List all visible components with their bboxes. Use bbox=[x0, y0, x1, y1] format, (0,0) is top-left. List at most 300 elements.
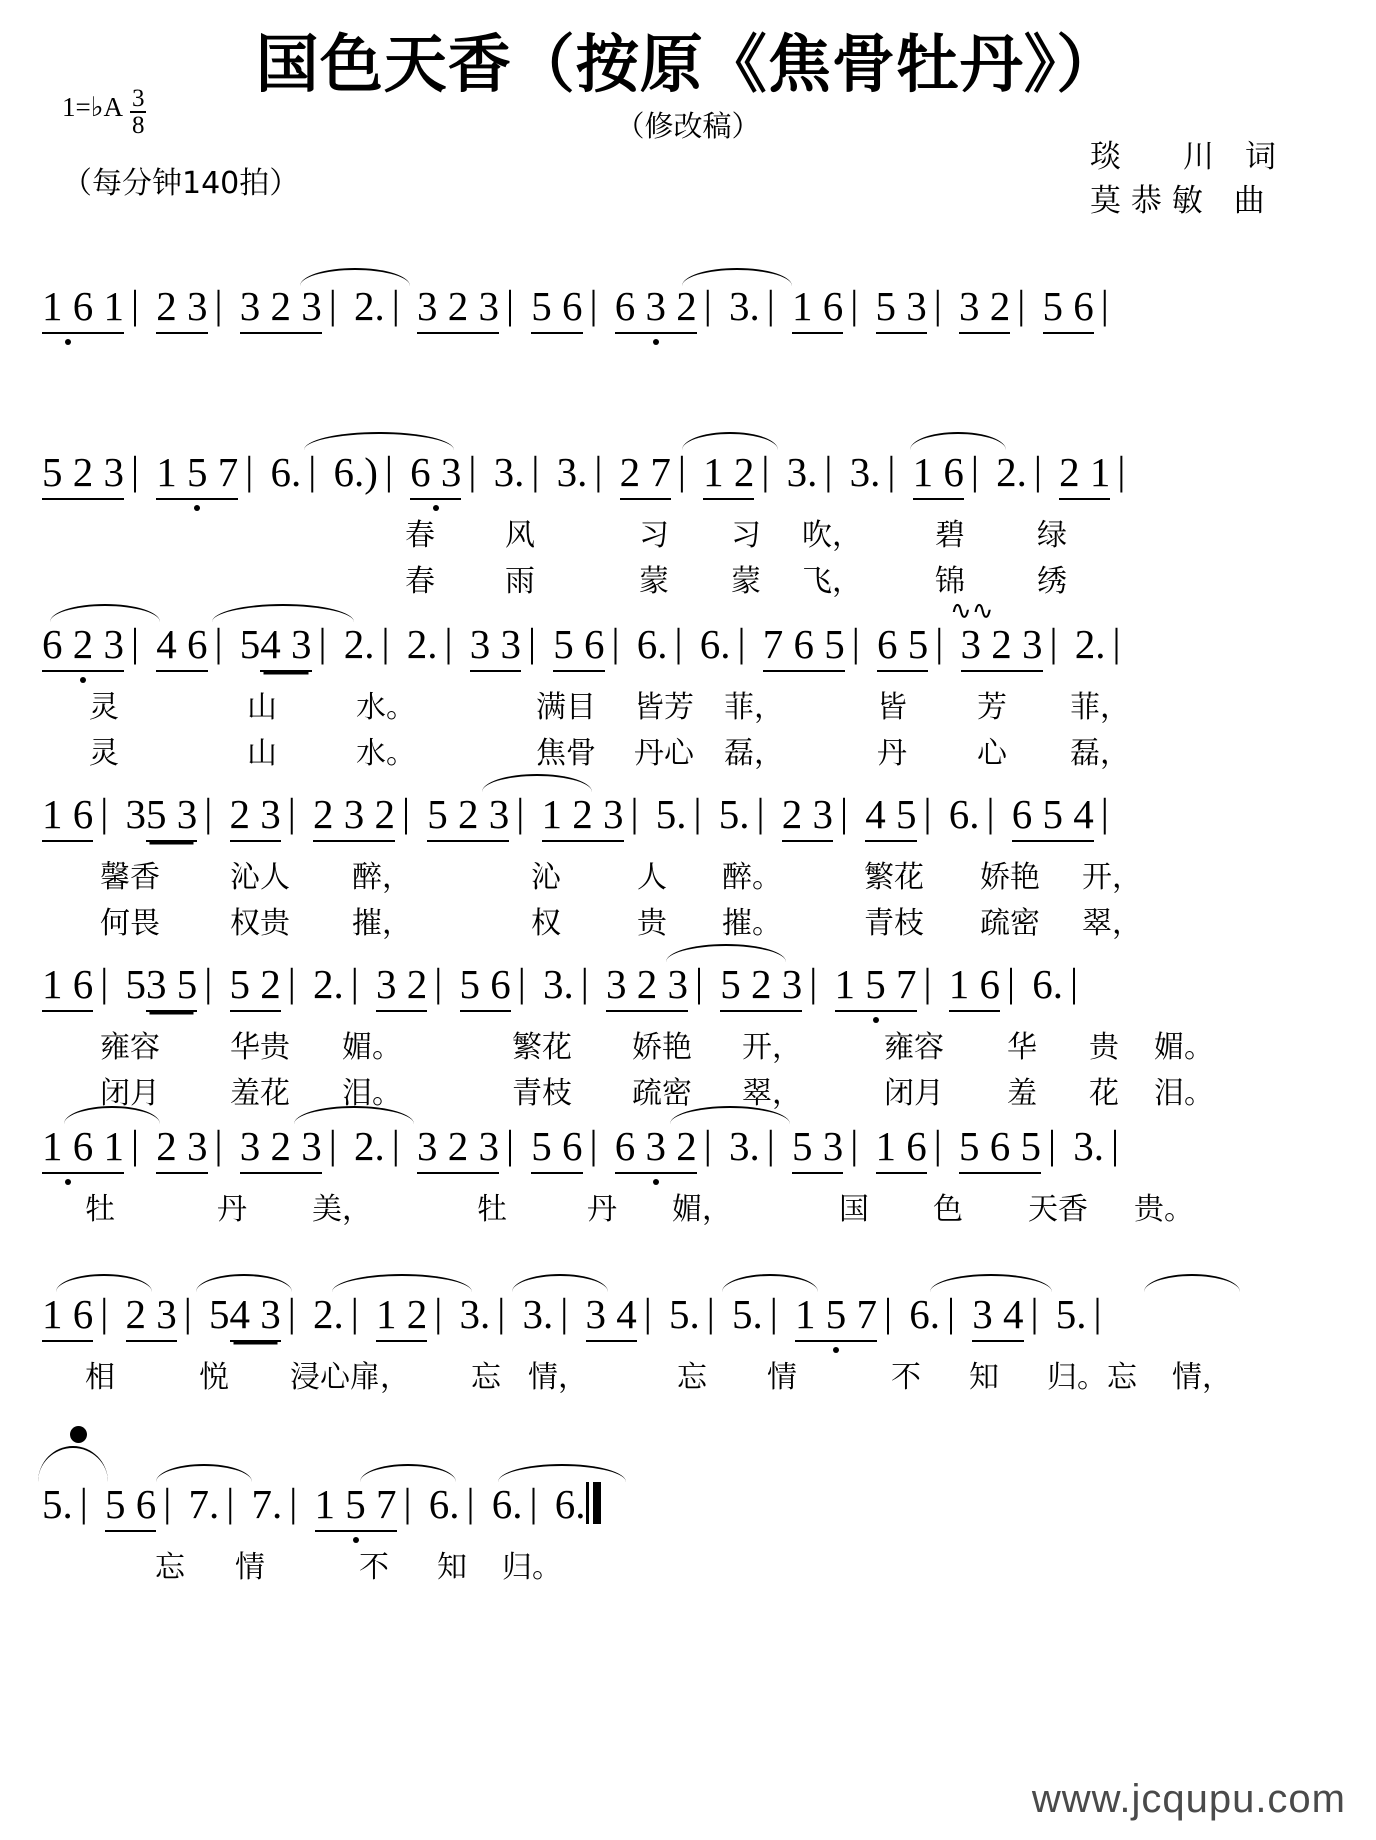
note: 3 2 3 bbox=[240, 1122, 322, 1174]
barline: | bbox=[130, 620, 139, 665]
key-signature bbox=[62, 85, 146, 144]
barline: | bbox=[766, 282, 775, 327]
barline: | bbox=[1093, 1290, 1102, 1335]
lyric-row-1 bbox=[42, 1542, 1342, 1588]
lyric-syllable: 春 bbox=[405, 564, 435, 599]
system-7 bbox=[42, 1290, 1342, 1398]
lyric-row-2 bbox=[42, 556, 1342, 602]
barline: | bbox=[529, 1480, 538, 1525]
lyric-syllable: 焦骨 bbox=[536, 736, 596, 771]
note-row bbox=[42, 282, 1342, 344]
barline: | bbox=[560, 1290, 569, 1335]
lyric-row-1 bbox=[42, 1352, 1342, 1398]
lyric-syllable: 醉。 bbox=[722, 860, 782, 895]
note: 2. bbox=[313, 961, 344, 1007]
note: 6. bbox=[1032, 961, 1063, 1007]
lyric-syllable: 雍容 bbox=[100, 1030, 160, 1065]
barline: | bbox=[883, 1290, 892, 1335]
note: 2 7 bbox=[620, 448, 671, 500]
lyric-syllable: 情， bbox=[528, 1360, 588, 1395]
tempo-marking: （每分钟140拍） bbox=[62, 166, 300, 201]
barline: | bbox=[401, 790, 410, 835]
lyric-syllable: 泪。 bbox=[342, 1076, 402, 1111]
lyric-syllable: 灵 bbox=[89, 690, 119, 725]
lyric-syllable: 雍容 bbox=[884, 1030, 944, 1065]
barline: | bbox=[839, 790, 848, 835]
barline: | bbox=[130, 448, 139, 493]
barline: | bbox=[809, 960, 818, 1005]
barline: | bbox=[1049, 620, 1058, 665]
lyric-syllable: 绣 bbox=[1037, 564, 1067, 599]
barline: | bbox=[923, 960, 932, 1005]
barline: | bbox=[100, 1290, 109, 1335]
lyric-syllable: 知 bbox=[969, 1360, 999, 1395]
note: 6 3 2 bbox=[615, 282, 697, 334]
lyric-syllable: 醉， bbox=[352, 860, 412, 895]
barline: | bbox=[1100, 282, 1109, 327]
barline: | bbox=[851, 620, 860, 665]
lyric-row-2 bbox=[42, 1068, 1342, 1114]
note: 1 6 bbox=[42, 282, 93, 334]
note: 2 3 bbox=[156, 282, 207, 334]
trill-mark: ∿∿ bbox=[950, 596, 994, 626]
lyric-row-2 bbox=[42, 728, 1342, 774]
note: 5 6 5 bbox=[959, 1122, 1041, 1174]
barline: | bbox=[328, 1122, 337, 1167]
barline: | bbox=[580, 960, 589, 1005]
lyric-syllable: 天香 bbox=[1028, 1192, 1088, 1227]
barline: | bbox=[350, 1290, 359, 1335]
subtitle: （修改稿） bbox=[615, 109, 761, 143]
barline: | bbox=[1030, 1290, 1039, 1335]
note: 5 3 bbox=[146, 790, 197, 842]
slur bbox=[1144, 1274, 1240, 1292]
lyric-syllable: 娇艳 bbox=[632, 1030, 692, 1065]
fermata-dot bbox=[70, 1426, 87, 1443]
lyric-syllable: 蒙 bbox=[731, 564, 761, 599]
barline: | bbox=[933, 282, 942, 327]
note: 3. bbox=[543, 961, 574, 1007]
note: 2 3 bbox=[126, 1290, 177, 1342]
note: 6.) bbox=[333, 449, 378, 495]
lyric-syllable: 青枝 bbox=[512, 1076, 572, 1111]
lyric-syllable: 何畏 bbox=[100, 906, 160, 941]
lyric-syllable: 权贵 bbox=[230, 906, 290, 941]
note: 1 5 7 bbox=[835, 960, 917, 1012]
note: 5 bbox=[239, 621, 261, 667]
lyric-syllable: 情 bbox=[235, 1550, 265, 1585]
barline: | bbox=[756, 790, 765, 835]
lyric-syllable: 蒙 bbox=[639, 564, 669, 599]
note: 5. bbox=[718, 791, 750, 837]
barline: | bbox=[245, 448, 254, 493]
note: 3 5 bbox=[146, 960, 197, 1012]
barline: | bbox=[204, 960, 213, 1005]
note: 6. bbox=[636, 621, 668, 667]
note: 5 6 bbox=[531, 1122, 582, 1174]
barline: | bbox=[163, 1480, 172, 1525]
note: 3. bbox=[849, 449, 881, 495]
note: 5 2 3 bbox=[427, 790, 509, 842]
note: 5 6 bbox=[105, 1480, 156, 1532]
note: 5 2 3 bbox=[720, 960, 802, 1012]
lyric-syllable: 青枝 bbox=[864, 906, 924, 941]
barline: | bbox=[769, 1290, 778, 1335]
lyric-syllable: 丹 bbox=[217, 1192, 247, 1227]
note: 6 3 bbox=[410, 448, 461, 500]
note: 3. bbox=[729, 283, 760, 329]
barline: | bbox=[703, 1122, 712, 1167]
note: 3. bbox=[556, 449, 588, 495]
lyric-syllable: 权 bbox=[531, 906, 561, 941]
lyric-syllable: 丹 bbox=[587, 1192, 617, 1227]
lyric-syllable: 摧。 bbox=[722, 906, 782, 941]
note: 5. bbox=[669, 1291, 700, 1337]
barline: | bbox=[318, 620, 327, 665]
note: 3. bbox=[729, 1123, 760, 1169]
barline: | bbox=[328, 282, 337, 327]
lyric-syllable: 心 bbox=[977, 736, 1007, 771]
note: 2 3 bbox=[156, 1122, 207, 1174]
lyric-syllable: 媚， bbox=[672, 1192, 732, 1227]
lyric-syllable: 满目 bbox=[536, 690, 596, 725]
lyric-syllable: 悦 bbox=[199, 1360, 229, 1395]
lyric-syllable: 美， bbox=[312, 1192, 372, 1227]
note: 5 3 bbox=[792, 1122, 843, 1174]
note: 5 bbox=[209, 1291, 230, 1337]
lyric-syllable: 华贵 bbox=[230, 1030, 290, 1065]
note: 6 5 4 bbox=[1012, 790, 1094, 842]
system-1 bbox=[42, 282, 1342, 344]
page-title: 国色天香（按原《焦骨牡丹》） bbox=[255, 28, 1121, 101]
note: 6. bbox=[948, 791, 980, 837]
lyric-syllable: 情， bbox=[1172, 1360, 1232, 1395]
barline: | bbox=[100, 960, 109, 1005]
note: 4 6 bbox=[156, 620, 207, 672]
barline: | bbox=[79, 1480, 88, 1525]
note: 1 bbox=[93, 282, 124, 334]
lyric-syllable: 沁 bbox=[531, 860, 561, 895]
note: 3. bbox=[493, 449, 525, 495]
lyric-syllable: 馨香 bbox=[100, 860, 160, 895]
barline: | bbox=[403, 1480, 412, 1525]
barline: | bbox=[824, 448, 833, 493]
note: 3 2 bbox=[959, 282, 1010, 334]
barline: | bbox=[434, 960, 443, 1005]
lyric-syllable: 忘 bbox=[677, 1360, 707, 1395]
lyric-syllable: 习 bbox=[731, 518, 761, 553]
lyric-syllable: 习 bbox=[639, 518, 669, 553]
lyric-syllable: 磊， bbox=[1070, 736, 1130, 771]
note: 1 bbox=[93, 1122, 124, 1174]
note: 7 6 5 bbox=[763, 620, 845, 672]
note: 3 2 3 bbox=[417, 1122, 499, 1174]
barline: | bbox=[1006, 960, 1015, 1005]
note: 2. bbox=[354, 1123, 385, 1169]
time-signature-numerator: 3 bbox=[131, 85, 145, 112]
barline: | bbox=[381, 620, 390, 665]
barline: | bbox=[204, 790, 213, 835]
lyric-syllable: 碧 bbox=[935, 518, 965, 553]
note: 2. bbox=[343, 621, 375, 667]
note-row bbox=[42, 1290, 1342, 1352]
barline: | bbox=[674, 620, 683, 665]
note: 5 bbox=[125, 961, 146, 1007]
lyric-syllable: 锦 bbox=[935, 564, 965, 599]
lyric-syllable: 闭月 bbox=[100, 1076, 160, 1111]
lyric-syllable: 疏密 bbox=[632, 1076, 692, 1111]
note: 3 bbox=[125, 791, 146, 837]
system-8 bbox=[42, 1480, 1342, 1588]
barline: | bbox=[287, 1290, 296, 1335]
note: 5. bbox=[42, 1481, 73, 1527]
lyric-syllable: 繁花 bbox=[512, 1030, 572, 1065]
barline: | bbox=[391, 282, 400, 327]
barline: | bbox=[497, 1290, 506, 1335]
lyric-syllable: 闭月 bbox=[884, 1076, 944, 1111]
note: 3. bbox=[459, 1291, 491, 1337]
barline: | bbox=[505, 1122, 514, 1167]
barline: | bbox=[289, 1480, 298, 1525]
note: 1 6 bbox=[42, 790, 93, 842]
note: 3 2 3 bbox=[961, 620, 1043, 672]
time-signature-denominator: 8 bbox=[131, 112, 145, 139]
lyric-syllable: 开， bbox=[1082, 860, 1142, 895]
lyric-syllable: 不 bbox=[359, 1550, 389, 1585]
lyric-syllable: 知 bbox=[437, 1550, 467, 1585]
lyric-syllable: 相 bbox=[85, 1360, 115, 1395]
lyric-syllable: 开， bbox=[742, 1030, 802, 1065]
note: 4 5 bbox=[865, 790, 916, 842]
note: 5 3 bbox=[876, 282, 927, 334]
barline: | bbox=[434, 1290, 443, 1335]
barline: | bbox=[183, 1290, 192, 1335]
note: 7. bbox=[251, 1481, 283, 1527]
barline: | bbox=[630, 790, 639, 835]
lyric-syllable: 翠， bbox=[1082, 906, 1142, 941]
note: 1 6 bbox=[949, 960, 1000, 1012]
note: 6. bbox=[699, 621, 731, 667]
lyric-row-2 bbox=[42, 898, 1342, 944]
barline: | bbox=[517, 960, 526, 1005]
lyric-syllable: 丹 bbox=[877, 736, 907, 771]
note: 7. bbox=[188, 1481, 220, 1527]
lyric-syllable: 皆芳 bbox=[634, 690, 694, 725]
note-row bbox=[42, 960, 1342, 1022]
system-5 bbox=[42, 960, 1342, 1114]
system-2 bbox=[42, 448, 1342, 602]
barline: | bbox=[703, 282, 712, 327]
lyric-syllable: 归。忘 bbox=[1047, 1360, 1137, 1395]
barline: | bbox=[130, 282, 139, 327]
lyric-syllable: 疏密 bbox=[980, 906, 1040, 941]
note: 6. bbox=[909, 1291, 940, 1337]
barline: | bbox=[766, 1122, 775, 1167]
note: 1 5 7 bbox=[795, 1290, 877, 1342]
note: 1 6 bbox=[42, 1122, 93, 1174]
lyricist-credit: 琰 川 词 bbox=[1090, 139, 1276, 175]
lyric-syllable: 羞 bbox=[1007, 1076, 1037, 1111]
barline: | bbox=[706, 1290, 715, 1335]
lyric-row-1 bbox=[42, 682, 1342, 728]
note: 1 2 bbox=[703, 448, 754, 500]
note: 3. bbox=[522, 1291, 554, 1337]
barline: | bbox=[468, 448, 477, 493]
watermark: www.jcqupu.com bbox=[1031, 1777, 1346, 1821]
lyric-row-1 bbox=[42, 1022, 1342, 1068]
lyric-syllable: 水。 bbox=[356, 690, 416, 725]
lyric-syllable: 丹心 bbox=[634, 736, 694, 771]
note: 6. bbox=[428, 1481, 460, 1527]
barline: | bbox=[986, 790, 995, 835]
barline: | bbox=[531, 448, 540, 493]
note: 5 6 bbox=[553, 620, 604, 672]
barline: | bbox=[1033, 448, 1042, 493]
note: 2 3 bbox=[230, 790, 281, 842]
lyric-syllable: 色 bbox=[933, 1192, 963, 1227]
note: 4 3 bbox=[230, 1290, 281, 1342]
note: 3 2 3 bbox=[606, 960, 688, 1012]
barline: | bbox=[1100, 790, 1109, 835]
lyric-syllable: 国 bbox=[839, 1192, 869, 1227]
barline: | bbox=[287, 960, 296, 1005]
note: 5. bbox=[732, 1291, 763, 1337]
composer-credit: 莫 恭 敏 曲 bbox=[1090, 183, 1265, 220]
note: 1 5 7 bbox=[315, 1480, 397, 1532]
barline: | bbox=[214, 282, 223, 327]
note: 2. bbox=[313, 1291, 344, 1337]
barline: | bbox=[850, 1122, 859, 1167]
barline: | bbox=[887, 448, 896, 493]
note: 5 2 3 bbox=[42, 448, 124, 500]
system-6 bbox=[42, 1122, 1342, 1230]
lyric-syllable: 归。 bbox=[502, 1550, 562, 1585]
note: 1 2 3 bbox=[542, 790, 624, 842]
barline: | bbox=[589, 1122, 598, 1167]
note: 1 6 bbox=[913, 448, 964, 500]
barline: | bbox=[1117, 448, 1126, 493]
lyric-syllable: 牡 bbox=[85, 1192, 115, 1227]
credits bbox=[1090, 135, 1276, 223]
note: 3 3 bbox=[470, 620, 521, 672]
lyric-syllable: 忘 bbox=[155, 1550, 185, 1585]
note: 1 6 bbox=[792, 282, 843, 334]
barline: | bbox=[308, 448, 317, 493]
barline: | bbox=[694, 960, 703, 1005]
system-3 bbox=[42, 596, 1342, 774]
note: 6 3 2 bbox=[615, 1122, 697, 1174]
barline: | bbox=[761, 448, 770, 493]
note: 6. bbox=[491, 1481, 523, 1527]
lyric-syllable: 媚。 bbox=[1154, 1030, 1214, 1065]
lyric-syllable: 摧， bbox=[352, 906, 412, 941]
barline: | bbox=[643, 1290, 652, 1335]
barline: | bbox=[391, 1122, 400, 1167]
note-row bbox=[42, 790, 1342, 852]
note: 1 2 bbox=[376, 1290, 427, 1342]
note-row bbox=[42, 448, 1342, 510]
barline: | bbox=[1112, 620, 1121, 665]
note: 2. bbox=[1074, 621, 1106, 667]
lyric-syllable: 春 bbox=[405, 518, 435, 553]
barline: | bbox=[850, 282, 859, 327]
barline: | bbox=[677, 448, 686, 493]
barline: | bbox=[350, 960, 359, 1005]
lyric-syllable: 菲， bbox=[1070, 690, 1130, 725]
note: 2. bbox=[406, 621, 438, 667]
note: 3 2 3 bbox=[240, 282, 322, 334]
lyric-syllable: 菲， bbox=[724, 690, 784, 725]
lyric-syllable: 贵 bbox=[637, 906, 667, 941]
barline: | bbox=[693, 790, 702, 835]
note: 6 2 3 bbox=[42, 620, 124, 672]
lyric-syllable: 翠， bbox=[742, 1076, 802, 1111]
lyric-syllable: 情 bbox=[767, 1360, 797, 1395]
note: 4 3 bbox=[260, 620, 311, 672]
note: 5. bbox=[1055, 1291, 1087, 1337]
lyric-syllable: 水。 bbox=[356, 736, 416, 771]
lyric-syllable: 人 bbox=[637, 860, 667, 895]
barline: | bbox=[100, 790, 109, 835]
note: 3. bbox=[786, 449, 818, 495]
note: 1 6 bbox=[876, 1122, 927, 1174]
note: 1 5 7 bbox=[156, 448, 238, 500]
barline: | bbox=[444, 620, 453, 665]
note: 5 6 bbox=[531, 282, 582, 334]
lyric-syllable: 媚。 bbox=[342, 1030, 402, 1065]
note-row bbox=[42, 1122, 1342, 1184]
note: 5 6 bbox=[1043, 282, 1094, 334]
barline: | bbox=[384, 448, 393, 493]
note: 5 6 bbox=[460, 960, 511, 1012]
lyric-row-1 bbox=[42, 1184, 1342, 1230]
note-row bbox=[42, 1480, 1342, 1542]
barline: | bbox=[214, 620, 223, 665]
barline: | bbox=[933, 1122, 942, 1167]
lyric-syllable: 绿 bbox=[1037, 518, 1067, 553]
lyric-syllable: 芳 bbox=[977, 690, 1007, 725]
lyric-syllable: 风 bbox=[505, 518, 535, 553]
barline: | bbox=[287, 790, 296, 835]
barline: | bbox=[946, 1290, 955, 1335]
lyric-syllable: 牡 bbox=[477, 1192, 507, 1227]
note: 2 1 bbox=[1059, 448, 1110, 500]
note-row bbox=[42, 596, 1342, 682]
lyric-syllable: 雨 bbox=[505, 564, 535, 599]
note: 3. bbox=[1073, 1123, 1104, 1169]
lyric-syllable: 灵 bbox=[89, 736, 119, 771]
barline: | bbox=[737, 620, 746, 665]
lyric-row-1 bbox=[42, 510, 1342, 556]
lyric-syllable: 忘 bbox=[471, 1360, 501, 1395]
barline: | bbox=[516, 790, 525, 835]
slur bbox=[38, 1446, 108, 1482]
lyric-syllable: 皆 bbox=[877, 690, 907, 725]
note: 3 2 bbox=[376, 960, 427, 1012]
lyric-syllable: 不 bbox=[891, 1360, 921, 1395]
barline: | bbox=[1069, 960, 1078, 1005]
lyric-syllable: 山 bbox=[247, 736, 277, 771]
barline: | bbox=[594, 448, 603, 493]
note: 6. bbox=[270, 449, 302, 495]
barline: | bbox=[935, 620, 944, 665]
lyric-syllable: 飞， bbox=[802, 564, 862, 599]
lyric-syllable: 华 bbox=[1007, 1030, 1037, 1065]
note: 2 3 bbox=[782, 790, 833, 842]
barline: | bbox=[466, 1480, 475, 1525]
barline: | bbox=[970, 448, 979, 493]
barline: | bbox=[1110, 1122, 1119, 1167]
